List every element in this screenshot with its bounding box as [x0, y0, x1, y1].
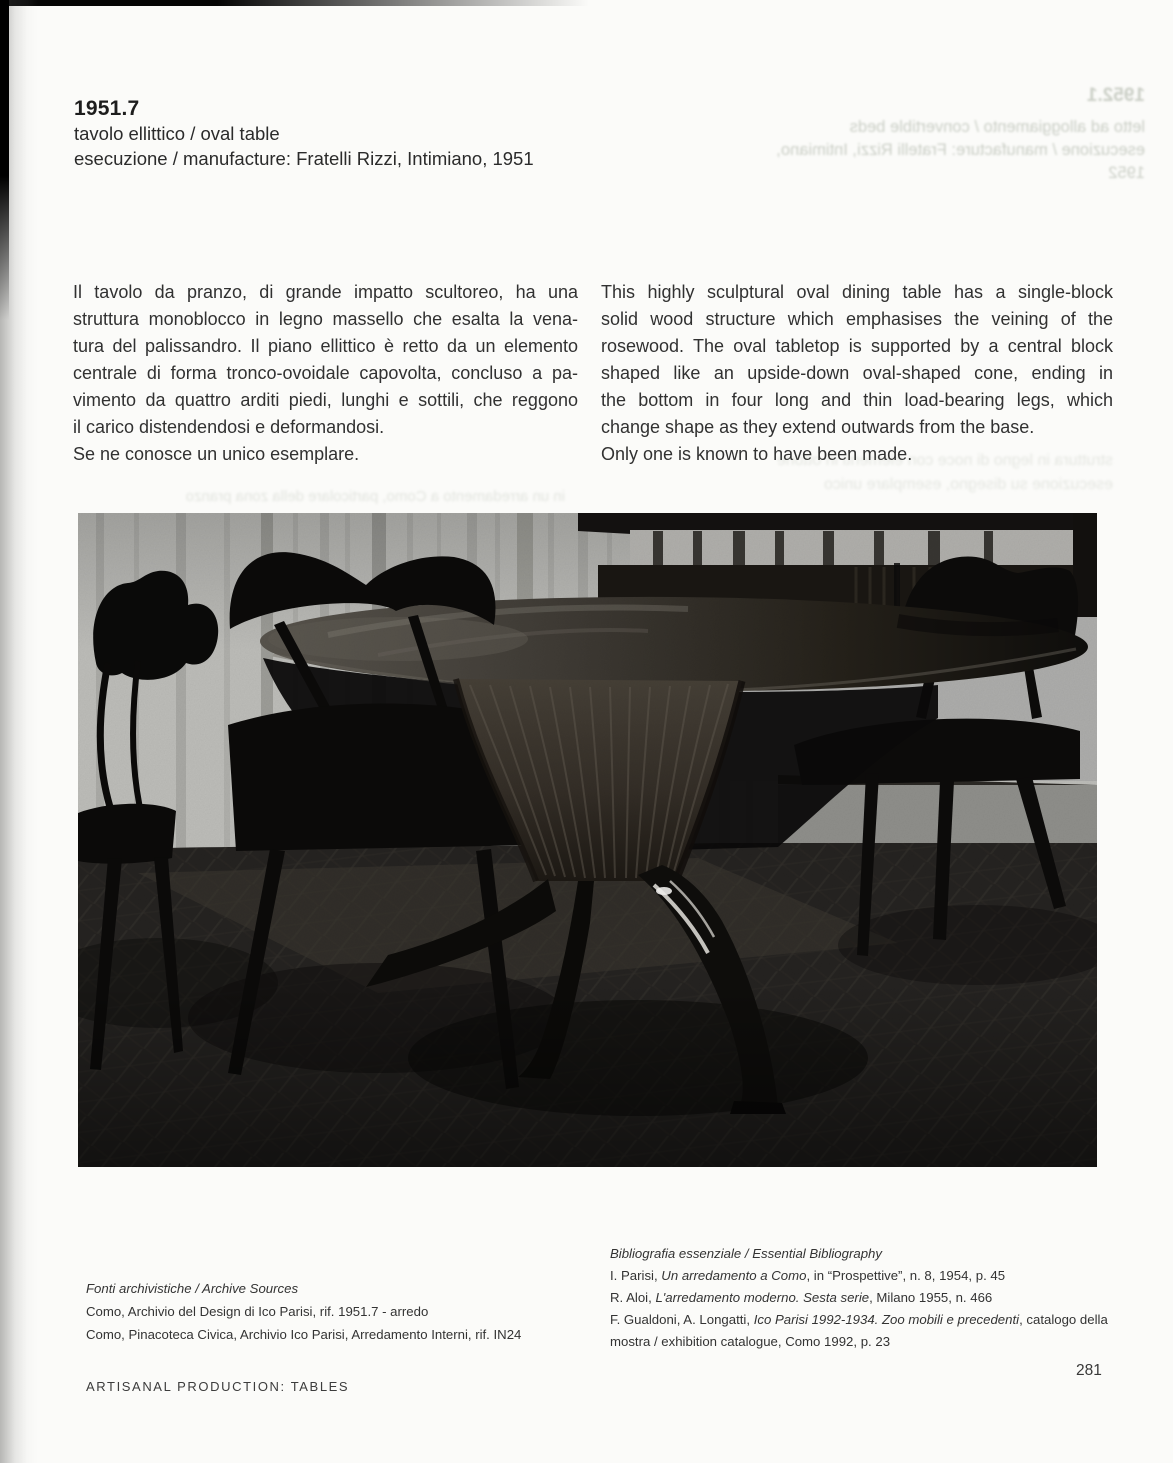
page-number: 281 — [1076, 1362, 1102, 1379]
entry-title-italic: Un arredamento a Como — [661, 1268, 807, 1283]
entry-pre: F. Gualdoni, A. Longatti, — [610, 1312, 754, 1327]
bleedthrough-line: letto ad alloggiamento / convertible beds — [849, 118, 1145, 136]
body-line: vimento da quattro arditi piedi, lunghi e sottili, che reggono — [73, 390, 578, 410]
catalog-photo — [78, 513, 1097, 1167]
bleedthrough-line: esecuzione / manufacture: Fratelli Rizzi, Intimiano, 1952 — [776, 141, 1145, 182]
body-line: struttura monoblocco in legno massello che esalta la vena- — [73, 309, 578, 329]
entry-title-italic: L'arredamento moderno. Sesta serie — [655, 1290, 870, 1305]
body-line: il carico distendendosi e deformandosi. — [73, 417, 385, 437]
body-line: change shape as they extend outwards from the base. — [601, 417, 1035, 437]
body-english — [601, 279, 1113, 468]
archive-line: Como, Pinacoteca Civica, Archivio Ico Parisi, Arredamento Interni, rif. IN24 — [86, 1327, 522, 1342]
body-line: Se ne conosce un unico esemplare. — [73, 444, 360, 464]
body-line: tura del palissandro. Il piano ellittico è retto da un elemento — [73, 336, 578, 356]
section-footer-label: ARTISANAL PRODUCTION: TABLES — [86, 1379, 350, 1394]
entry-pre: R. Aloi, — [610, 1290, 656, 1305]
bleedthrough-line: esecuzione su disegno, esemplare unico — [823, 476, 1113, 493]
bibliography — [610, 1243, 1134, 1353]
body-line: centrale di forma tronco-ovoidale capovolta, concluso a pa- — [73, 363, 578, 383]
bibliography-entry — [610, 1265, 1134, 1287]
body-line: shaped like an upside-down oval-shaped cone, ending in — [601, 363, 1113, 383]
archive-line: Como, Archivio del Design di Ico Parisi, rif. 1951.7 - arredo — [86, 1304, 429, 1319]
body-line: Il tavolo da pranzo, di grande impatto scultoreo, ha una — [73, 282, 578, 302]
body-line: Only one is known to have been made. — [601, 444, 913, 464]
catalog-number: 1951.7 — [74, 97, 140, 120]
body-line: the bottom in four long and thin load-bearing legs, which — [601, 390, 1113, 410]
entry-manufacture: esecuzione / manufacture: Fratelli Rizzi, Intimiano, 1951 — [74, 148, 534, 169]
body-italian — [73, 279, 578, 468]
photo-grain — [78, 513, 1097, 1167]
archive-heading: Fonti archivistiche / Archive Sources — [86, 1281, 299, 1296]
bibliography-entry — [610, 1309, 1134, 1353]
bleedthrough-line: struttura in legno di noce con elementi in ottone — [776, 452, 1113, 469]
entry-title: tavolo ellittico / oval table — [74, 123, 280, 144]
scan-edge-left — [0, 0, 9, 320]
entry-title-italic: Ico Parisi 1992-1934. Zoo mobili e precedenti — [753, 1312, 1020, 1327]
entry-post: , Milano 1955, n. 466 — [869, 1290, 993, 1305]
entry-pre: I. Parisi, — [610, 1268, 662, 1283]
bleedthrough-text-top-right — [745, 84, 1145, 185]
body-line: solid wood structure which emphasises the veining of the — [601, 309, 1113, 329]
bleedthrough-number: 1952.1 — [1086, 85, 1145, 106]
body-line: This highly sculptural oval dining table has a single-block — [601, 282, 1113, 302]
bleedthrough-text-above-photo — [85, 488, 565, 505]
entry-post: , catalogo della mostra / exhibition catalogue, Como 1992, p. 23 — [610, 1312, 1108, 1349]
entry-heading — [74, 96, 534, 171]
body-line: rosewood. The oval tabletop is supported by a central block — [601, 336, 1113, 356]
bibliography-heading: Bibliografia essenziale / Essential Bibliography — [610, 1246, 882, 1261]
bibliography-entry — [610, 1287, 1134, 1309]
bleedthrough-line: in un arredamento a Como, particolare della zona pranzo — [185, 488, 565, 505]
scan-edge-top — [0, 0, 620, 6]
entry-post: , in “Prospettive”, n. 8, 1954, p. 45 — [806, 1268, 1006, 1283]
archive-sources — [86, 1277, 606, 1346]
